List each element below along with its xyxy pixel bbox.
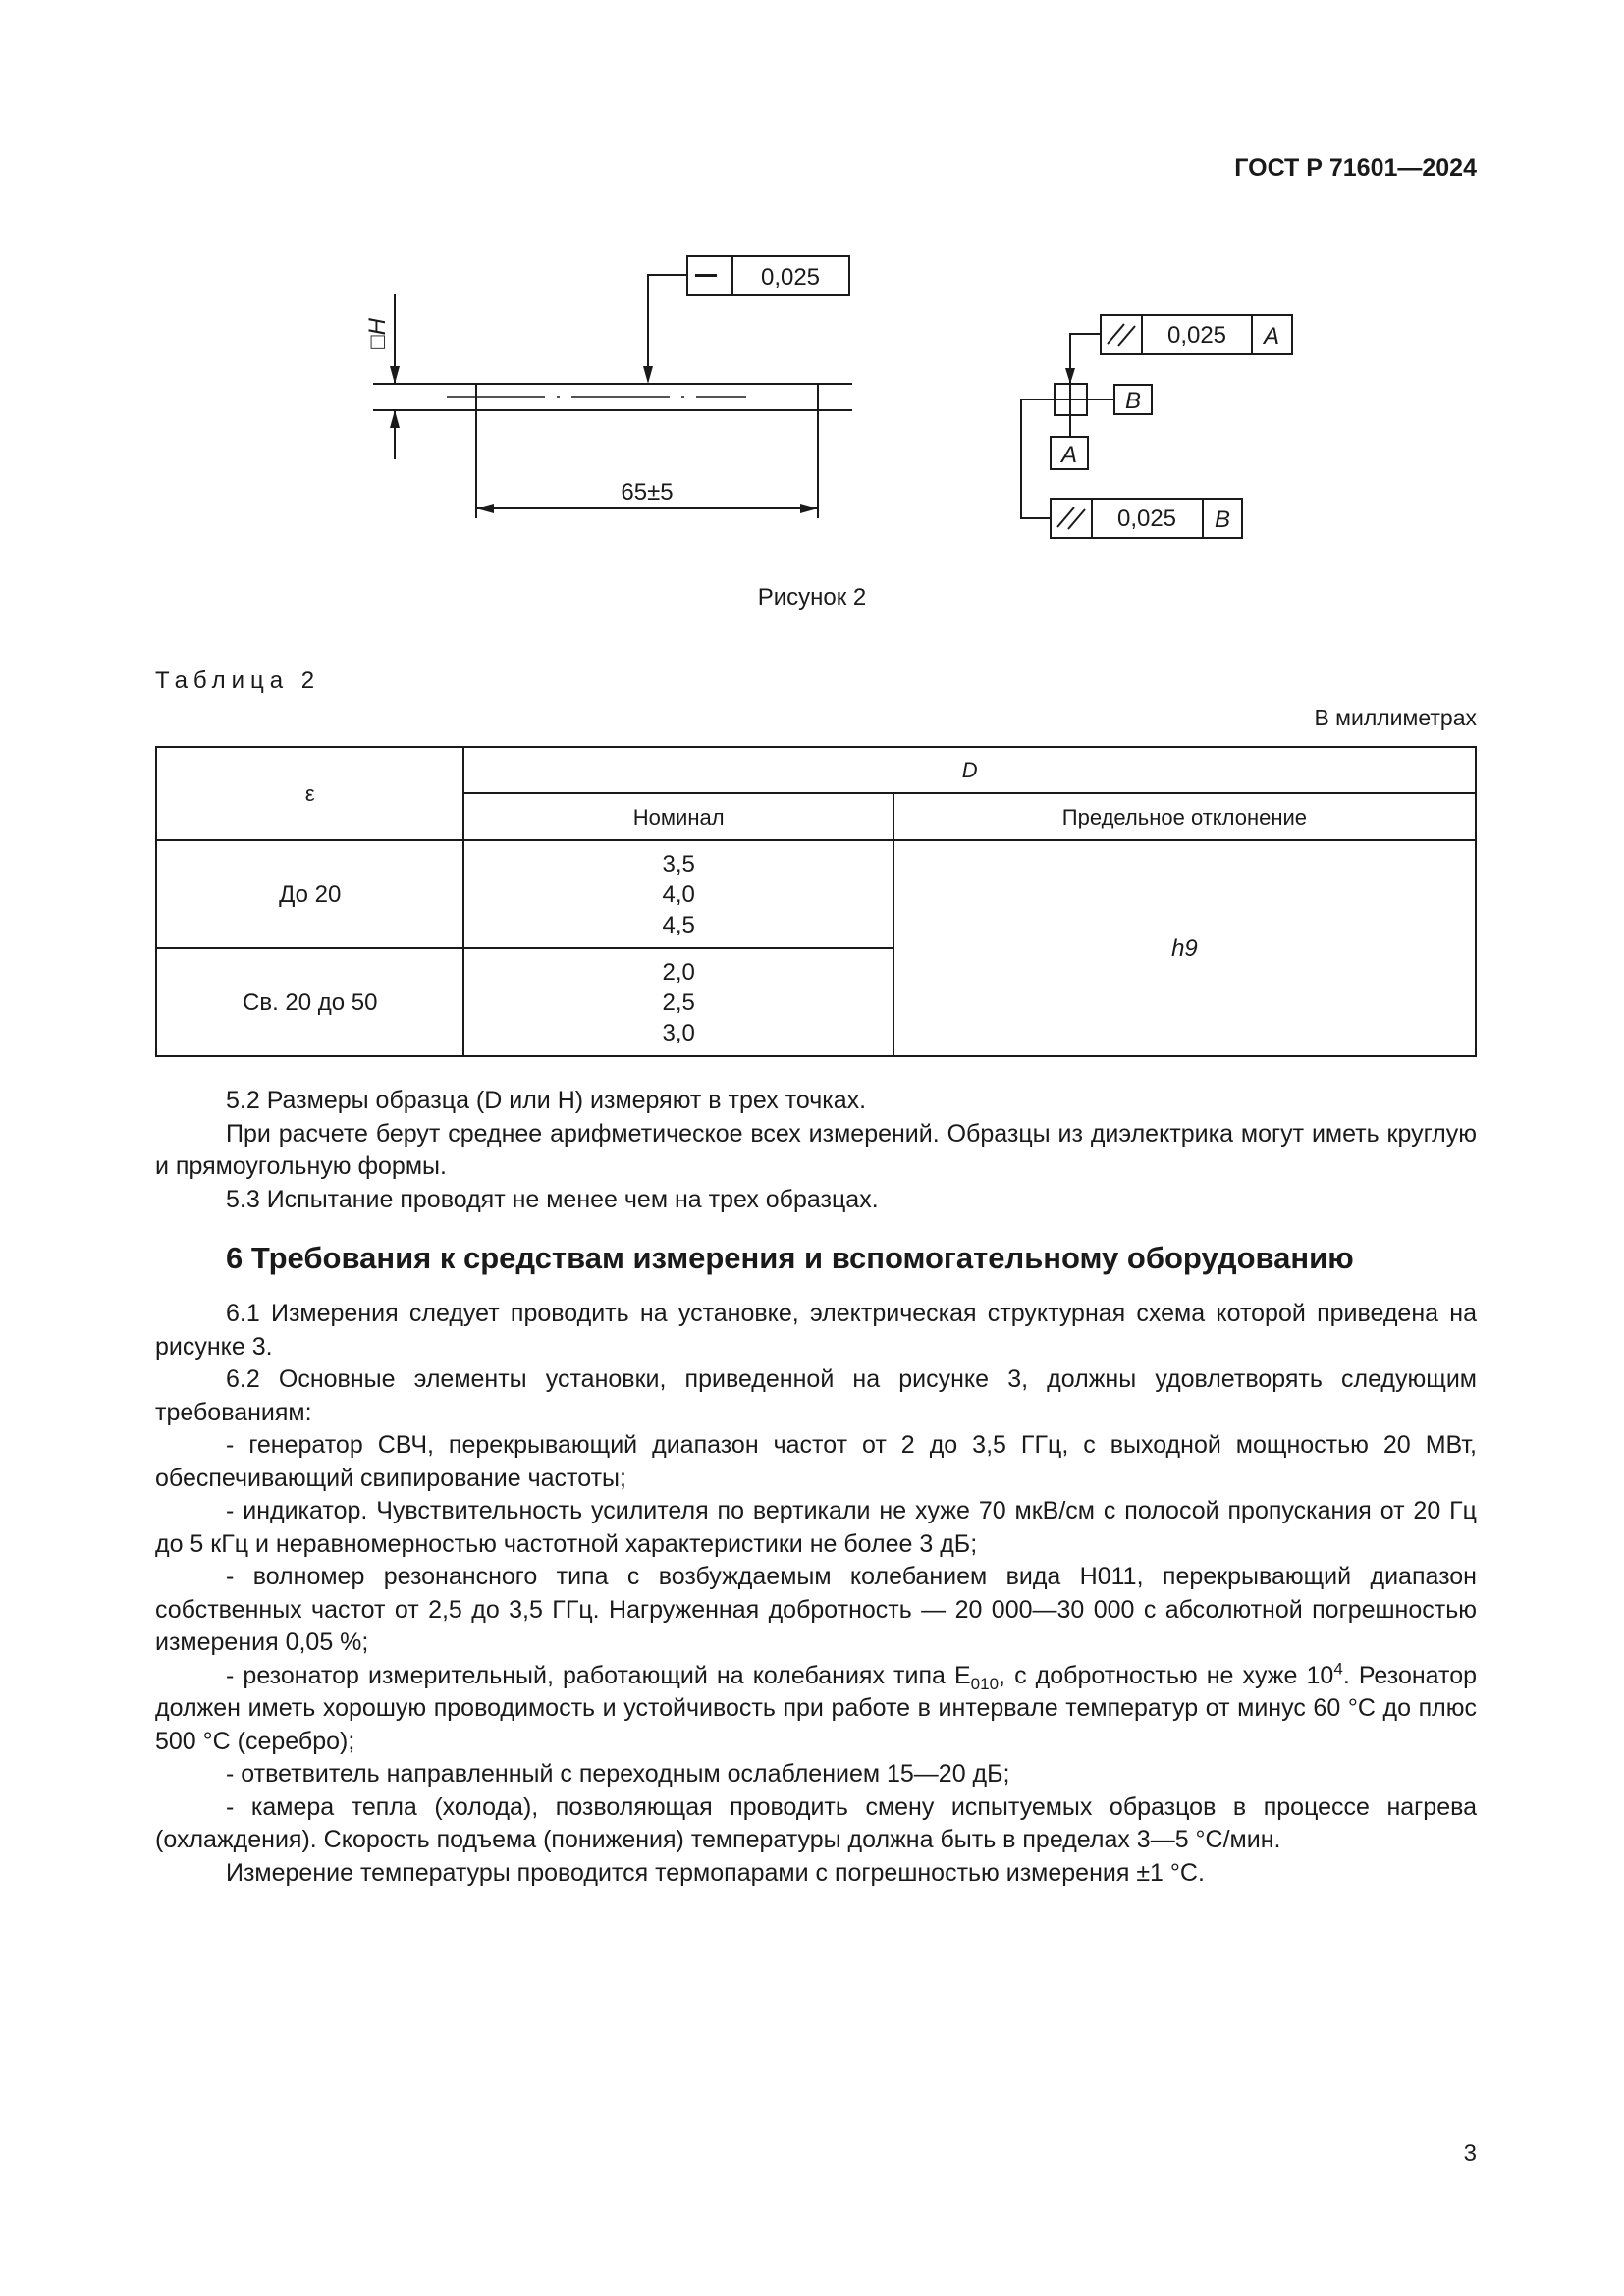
top-frame-datum: A	[1263, 323, 1280, 349]
item-resonator: - резонатор измерительный, работающий на колебаниях типа $E_{010}$, с добротностью не хуже $10^4$. Резонатор должен иметь хорошую проводимость и устойчивость при работе в интервале температур от минус 60 °С до плюс 500 °С (серебро);	[155, 1659, 1478, 1755]
item-generator: - генератор СВЧ, перекрывающий диапазон частот от 2 до 3,5 ГГц, с выходной мощностью 20 МВт, обеспечивающий свипирование частоты;	[155, 1431, 1477, 1492]
item-chamber: - камера тепла (холода), позволяющая проводить смену испытуемых образцов в процессе нагрева (охлаждения). Скорость подъема (понижения) температуры должна быть в пределах 3—5 °С/мин.	[155, 1792, 1477, 1853]
item-wavemeter: - волномер резонансного типа с возбуждаемым колебанием вида Н011, перекрывающий диапазон собственных частот от 2,5 до 3,5 ГГц. Нагруженная добротность — 20 000—30 000 с абсолютной погрешностью измерения 0,05 %;	[155, 1563, 1477, 1656]
bottom-frame-value: 0,025	[1116, 506, 1177, 532]
size-label: □H	[364, 318, 391, 349]
length-dimension: 65±5	[621, 479, 674, 506]
header-deviation: Предельное отклонение	[893, 793, 1476, 840]
deviation-cell: h9	[893, 840, 1476, 1056]
para-6-2: 6.2 Основные элементы установки, приведенной на рисунке 3, должны удовлетворять следующим требованиям:	[155, 1365, 1477, 1426]
bottom-frame-datum: B	[1214, 507, 1231, 533]
figure-caption: Рисунок 2	[757, 584, 867, 611]
table-units: В миллиметрах	[1314, 705, 1477, 730]
para-5-2-b: При расчете берут среднее арифметическое всех измерений. Образцы из диэлектрика могут иметь круглую и прямоугольную формы.	[155, 1119, 1477, 1180]
row-range: До 20	[156, 840, 463, 948]
para-6-1: 6.1 Измерения следует проводить на установке, электрическая структурная схема которой приведена на рисунке 3.	[155, 1300, 1477, 1361]
header-nominal: Номинал	[463, 793, 893, 840]
page-number: 3	[1463, 2140, 1477, 2166]
datum-a-label: A	[1060, 442, 1078, 468]
item-coupler: - ответвитель направленный с переходным ослаблением 15—20 дБ;	[226, 1760, 1010, 1788]
para-5-3: 5.3 Испытание проводят не менее чем на трех образцах.	[226, 1185, 879, 1213]
para-5-2: 5.2 Размеры образца (D или H) измеряют в трех точках.	[226, 1087, 867, 1114]
figure-2-drawing	[0, 0, 1624, 589]
table-title: Таблица 2	[155, 667, 321, 694]
flatness-tolerance-value: 0,025	[760, 264, 821, 291]
document-code: ГОСТ Р 71601—2024	[1234, 154, 1477, 182]
dimensions-table	[155, 746, 1477, 1057]
body-text	[155, 1085, 1477, 1890]
row-values: 3,5 4,0 4,5	[463, 840, 893, 948]
section-6-title: 6 Требования к средствам измерения и вспомогательному оборудованию	[226, 1241, 1354, 1275]
datum-b-label: B	[1124, 388, 1142, 414]
item-indicator: - индикатор. Чувствительность усилителя по вертикали не хуже 70 мкВ/см с полосой пропускания от 20 Гц до 5 кГц и неравномерностью частотной характеристики не более 3 дБ;	[155, 1497, 1477, 1558]
header-d: D	[463, 747, 1476, 793]
row-values: 2,0 2,5 3,0	[463, 948, 893, 1056]
row-range: Св. 20 до 50	[156, 948, 463, 1056]
para-temperature: Измерение температуры проводится термопарами с погрешностью измерения ±1 °С.	[226, 1858, 1205, 1887]
top-frame-value: 0,025	[1166, 322, 1227, 348]
header-eps: ε	[156, 747, 463, 840]
